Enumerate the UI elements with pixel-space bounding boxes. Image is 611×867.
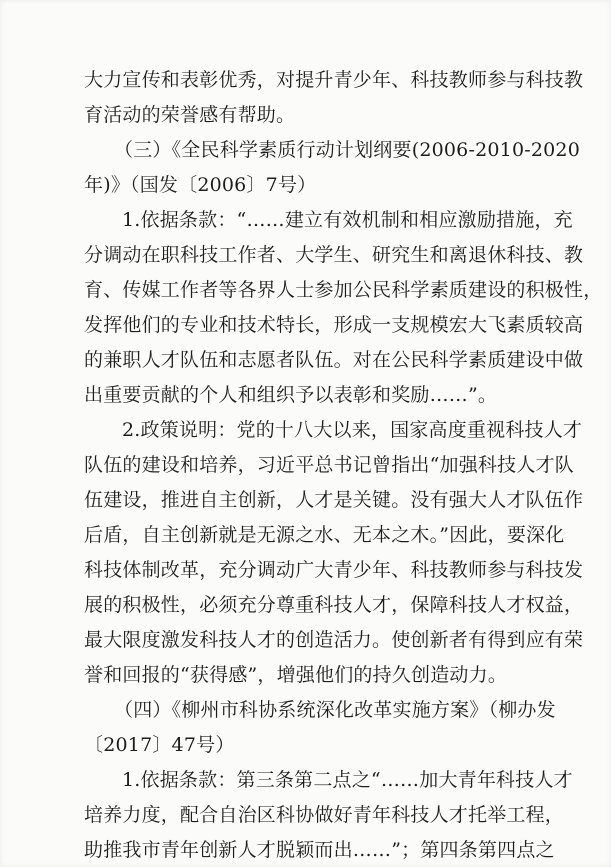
text-line: 育活动的荣誉感有帮助。	[84, 104, 296, 126]
text-line: 最大限度激发科技人才的创造活力。使创新者有得到应有荣	[84, 629, 584, 651]
text-line: 后盾，自主创新就是无源之水、无本之木。”因此，要深化	[84, 524, 565, 546]
text-line: 1.依据条款：“……建立有效机制和相应激励措施，充	[122, 209, 573, 231]
text-line: 队伍的建设和培养，习近平总书记曾指出“加强科技人才队	[84, 454, 574, 476]
section-heading: （三）《全民科学素质行动计划纲要(2006-2010-2020	[114, 139, 581, 161]
text-line: 伍建设，推进自主创新，人才是关键。没有强大人才队伍作	[84, 489, 584, 511]
text-line: 的兼职人才队伍和志愿者队伍。对在公民科学素质建设中做	[84, 349, 584, 371]
text-line: 助推我市青年创新人才脱颖而出……”；第四条第四点之	[84, 839, 555, 861]
text-line: 展的积极性，必须充分尊重科技人才，保障科技人才权益，	[84, 594, 584, 616]
section-heading: 年)》（国发〔2006〕7号）	[84, 174, 317, 196]
text-line: 育、传媒工作者等各界人士参加公民科学素质建设的积极性，	[84, 279, 603, 301]
text-line: 科技体制改革，充分调动广大青少年、科技教师参与科技发	[84, 559, 584, 581]
section-heading: 〔2017〕47号）	[84, 734, 235, 756]
text-line: 分调动在职科技工作者、大学生、研究生和离退休科技、教	[84, 244, 584, 266]
text-line: 出重要贡献的个人和组织予以表彰和奖励……”。	[84, 384, 498, 406]
text-line: 2.政策说明：党的十八大以来，国家高度重视科技人才	[122, 419, 583, 441]
text-line: 培养力度，配合自治区科协做好青年科技人才托举工程，	[84, 804, 565, 826]
text-line: 大力宣传和表彰优秀，对提升青少年、科技教师参与科技教	[84, 69, 584, 91]
text-line: 发挥他们的专业和技术特长，形成一支规模宏大飞素质较高	[84, 314, 584, 336]
section-heading: （四）《柳州市科协系统深化改革实施方案》（柳办发	[114, 699, 556, 721]
text-line: 誉和回报的“获得感”，增强他们的持久创造动力。	[84, 664, 508, 686]
text-line: 1.依据条款：第三条第二点之“……加大青年科技人才	[122, 769, 573, 791]
